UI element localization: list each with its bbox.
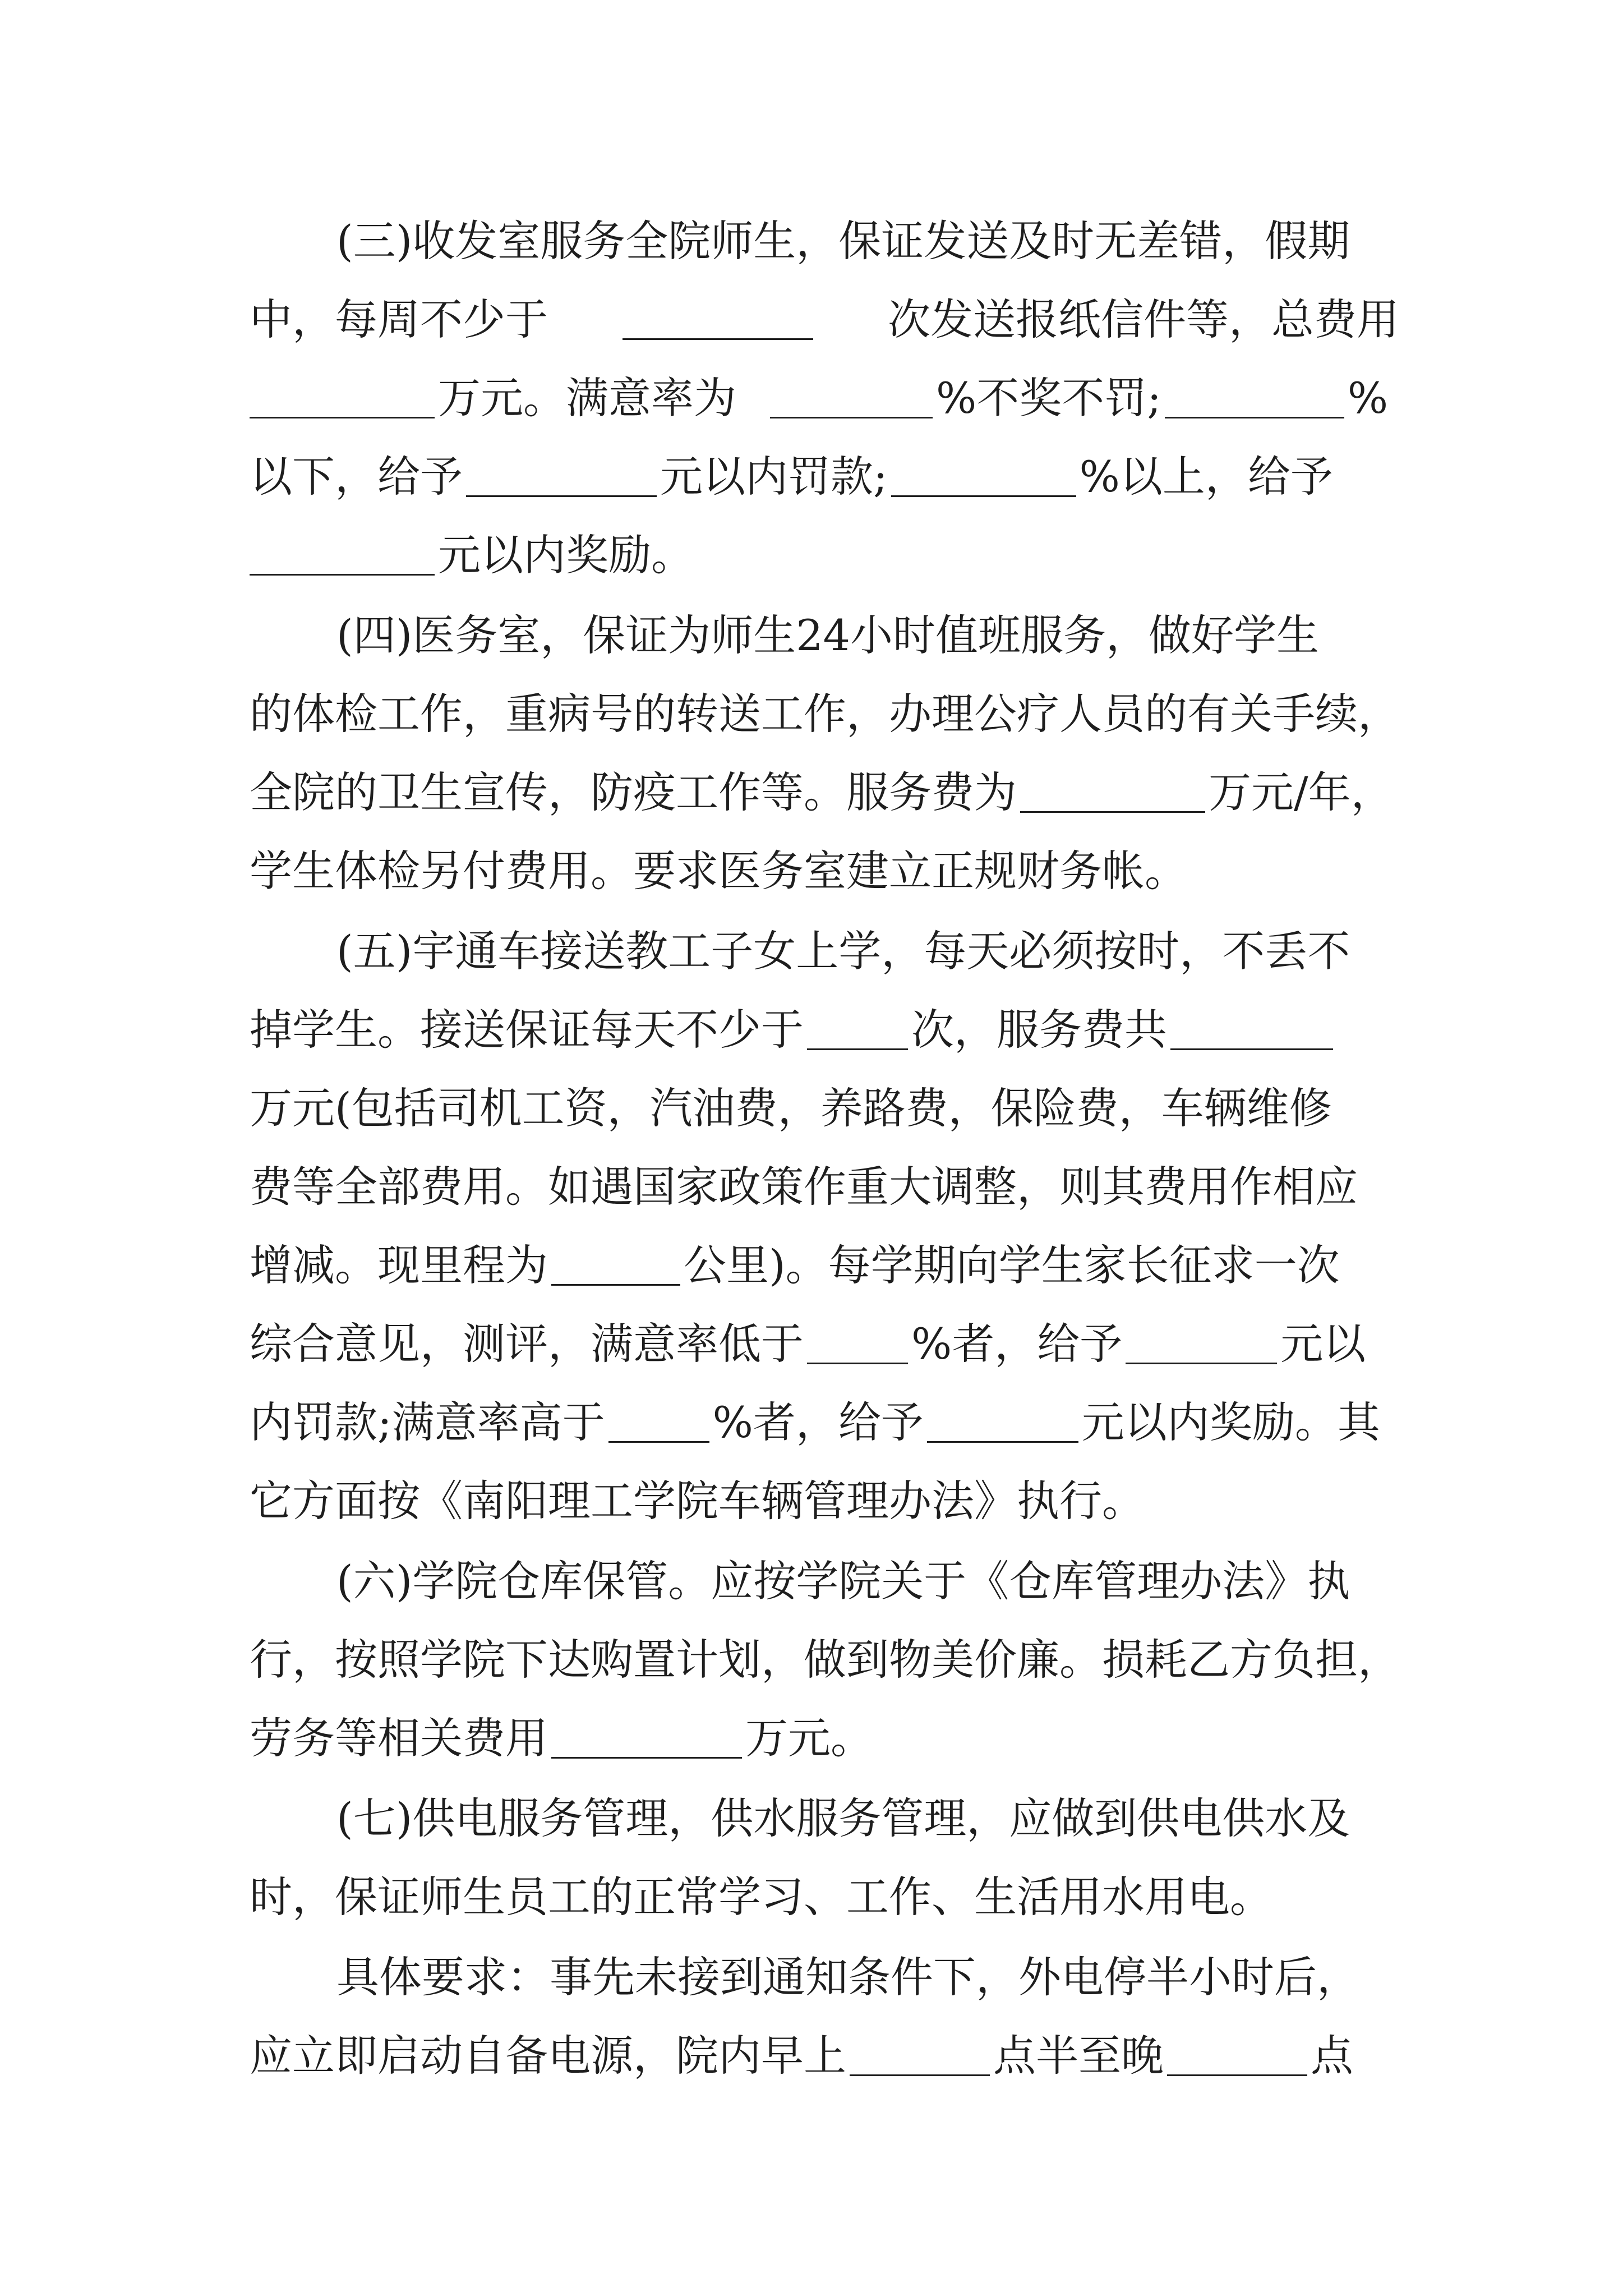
text-line-11 (250, 991, 1399, 1069)
text-segment: 增减。现里程为 (250, 1240, 548, 1290)
text-segment: 时，保证师生员工的正常学习、工作、生活用水用电。 (250, 1872, 1272, 1922)
text-line-16 (250, 1383, 1399, 1462)
text-segment: 点 (1311, 2031, 1353, 2081)
fill-blank[interactable] (1170, 1010, 1333, 1050)
fill-blank[interactable] (608, 1403, 709, 1443)
text-segment: 的体检工作，重病号的转送工作，办理公疗人员的有关手续， (250, 689, 1400, 739)
text-segment: 综合意见，测评，满意率低于 (250, 1319, 804, 1369)
text-line-20 (250, 1699, 1399, 1778)
text-segment: (三)收发室服务全院师生，保证发送及时无差错，假期 (336, 216, 1350, 266)
fill-blank[interactable] (250, 379, 435, 418)
text-segment: 元以 (1280, 1319, 1366, 1369)
text-segment: 具体要求：事先未接到通知条件下，外电停半小时后， (336, 1952, 1359, 2002)
text-line-2 (250, 280, 1399, 359)
text-segment: 它方面按《南阳理工学院车辆管理办法》执行。 (250, 1476, 1145, 1526)
text-segment: 元以内罚款; (660, 452, 888, 501)
text-segment: % (1347, 373, 1389, 423)
text-segment: 万元/年， (1209, 767, 1394, 817)
text-line-18 (336, 1542, 1399, 1621)
text-segment: 全院的卫生宣传，防疫工作等。服务费为 (250, 767, 1017, 817)
text-segment: 应立即启动自备电源，院内早上 (250, 2031, 846, 2081)
fill-blank[interactable] (250, 536, 435, 576)
text-segment: 次发送报纸信件等，总费用 (888, 295, 1399, 344)
text-segment: 内罚款;满意率高于 (250, 1397, 605, 1447)
text-segment: %不奖不罚; (936, 373, 1161, 423)
text-segment: 万元。 (745, 1713, 873, 1763)
fill-blank[interactable] (1020, 773, 1205, 813)
fill-blank[interactable] (623, 300, 813, 340)
text-segment: 万元。满意率为 (438, 373, 736, 423)
text-line-4 (250, 438, 1399, 516)
text-line-6 (336, 596, 1399, 675)
text-line-21 (336, 1779, 1399, 1858)
text-segment: 费等全部费用。如遇国家政策作重大调整，则其费用作相应 (250, 1162, 1358, 1212)
text-line-14 (250, 1226, 1399, 1305)
text-segment: 元以内奖励。其 (1081, 1397, 1380, 1447)
fill-blank[interactable] (807, 1324, 908, 1364)
text-segment: 万元(包括司机工资，汽油费，养路费，保险费，车辆维修 (250, 1083, 1332, 1133)
text-line-1 (336, 202, 1399, 280)
text-line-10 (336, 912, 1399, 991)
text-line-12 (250, 1069, 1399, 1148)
text-segment: 次，服务费共 (911, 1005, 1167, 1055)
text-segment: 以下，给予 (250, 452, 463, 501)
text-segment: (五)宇通车接送教工子女上学，每天必须按时，不丢不 (336, 926, 1350, 976)
text-segment: (四)医务室，保证为师生24小时值班服务，做好学生 (336, 610, 1320, 660)
fill-blank[interactable] (927, 1403, 1078, 1443)
text-line-3 (250, 359, 1399, 438)
text-segment: 中，每周不少于 (250, 295, 548, 344)
text-segment: 点半至晚 (993, 2031, 1164, 2081)
fill-blank[interactable] (1165, 379, 1344, 418)
text-segment: (七)供电服务管理，供水服务管理，应做到供电供水及 (336, 1793, 1350, 1843)
text-line-8 (250, 753, 1399, 832)
text-segment: 学生体检另付费用。要求医务室建立正规财务帐。 (250, 846, 1187, 896)
text-segment: %者，给予 (712, 1397, 924, 1447)
text-line-22 (250, 1858, 1399, 1936)
fill-blank[interactable] (551, 1246, 680, 1286)
text-line-23 (336, 1938, 1399, 2017)
text-line-9 (250, 832, 1399, 910)
text-line-7 (250, 675, 1399, 753)
fill-blank[interactable] (891, 457, 1076, 497)
text-line-17 (250, 1462, 1399, 1540)
fill-blank[interactable] (1167, 2036, 1307, 2076)
text-segment: 元以内奖励。 (438, 530, 694, 580)
text-segment: 劳务等相关费用 (250, 1713, 548, 1763)
text-line-13 (250, 1148, 1399, 1226)
text-line-5 (250, 516, 1399, 595)
text-segment: %以上，给予 (1079, 452, 1333, 501)
text-segment: (六)学院仓库保管。应按学院关于《仓库管理办法》执 (336, 1556, 1350, 1606)
fill-blank[interactable] (551, 1719, 742, 1759)
fill-blank[interactable] (807, 1010, 908, 1050)
fill-blank[interactable] (770, 379, 933, 418)
fill-blank[interactable] (1126, 1324, 1277, 1364)
text-segment: %者，给予 (911, 1319, 1123, 1369)
fill-blank[interactable] (466, 457, 657, 497)
fill-blank[interactable] (850, 2036, 990, 2076)
text-segment: 行，按照学院下达购置计划，做到物美价廉。损耗乙方负担， (250, 1635, 1400, 1685)
text-segment: 公里)。每学期向学生家长征求一次 (684, 1240, 1340, 1290)
text-segment: 掉学生。接送保证每天不少于 (250, 1005, 804, 1055)
text-line-15 (250, 1305, 1399, 1383)
text-line-24 (250, 2017, 1399, 2095)
text-line-19 (250, 1621, 1399, 1699)
